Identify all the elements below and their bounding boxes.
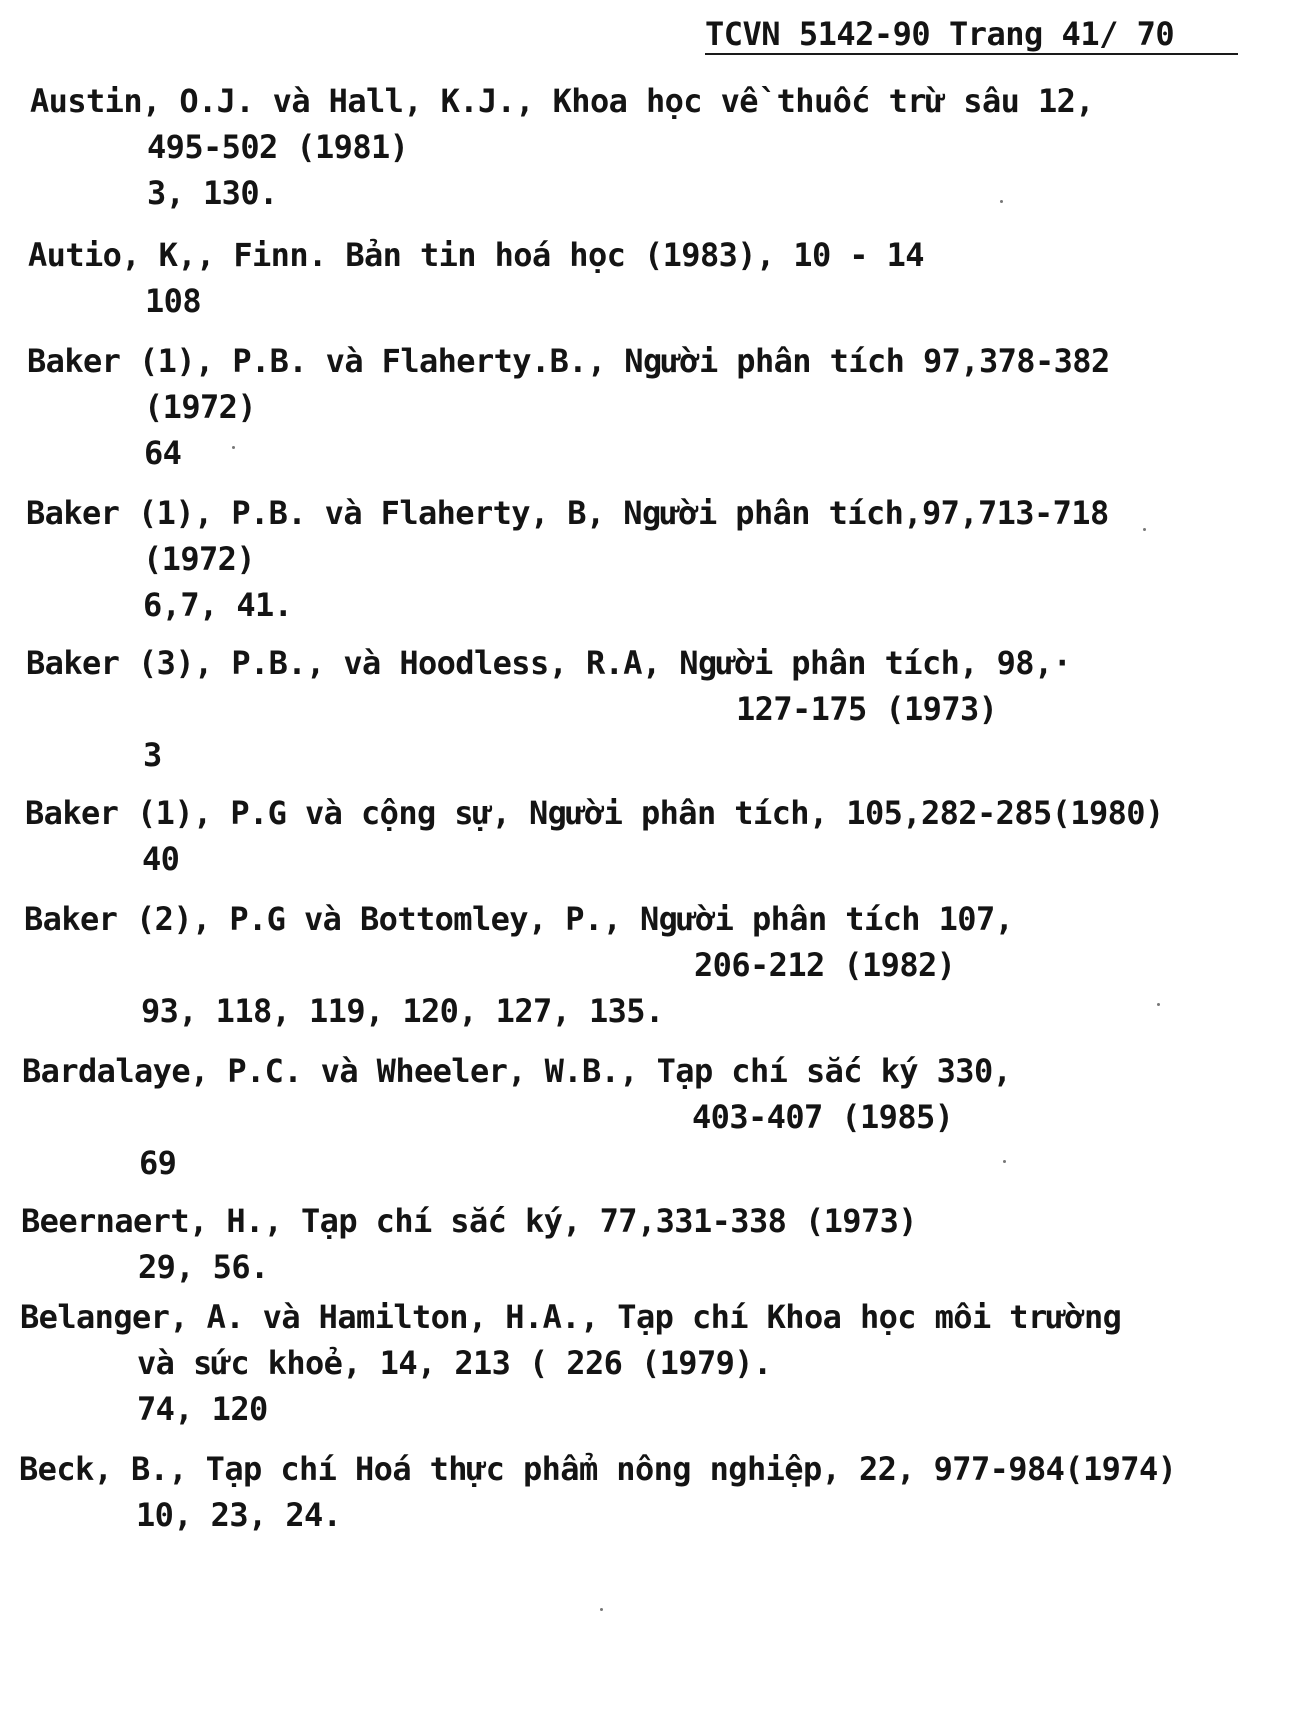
reference-citation: Baker (1), P.B. và Flaherty.B., Người phân tích 97,378-382: [27, 342, 1110, 380]
reference-page-numbers: 3, 130.: [147, 174, 278, 212]
reference-entry: [27, 338, 1110, 476]
reference-entry: [19, 1446, 1176, 1538]
reference-citation: Austin, O.J. và Hall, K.J., Khoa học về thuốc trừ sâu 12,: [30, 82, 1094, 120]
reference-page-numbers: 64: [144, 434, 182, 472]
reference-page-numbers: 40: [142, 840, 180, 878]
scan-speck: [1157, 1003, 1160, 1006]
reference-citation-continued: 403-407 (1985): [692, 1098, 954, 1136]
reference-citation: Autio, K,, Finn. Bản tin hoá học (1983), 10 - 14: [28, 236, 924, 274]
reference-citation-continued: và sức khoẻ, 14, 213 ( 226 (1979).: [137, 1344, 772, 1382]
reference-citation: Belanger, A. và Hamilton, H.A., Tạp chí Khoa học môi trường: [20, 1298, 1122, 1336]
reference-citation: Beck, B., Tạp chí Hoá thực phẩm nông nghiệp, 22, 977-984(1974): [19, 1450, 1177, 1488]
reference-entry: [21, 1198, 917, 1290]
reference-entry: [20, 1294, 1121, 1432]
reference-page-numbers: 108: [145, 282, 201, 320]
reference-citation: Baker (3), P.B., và Hoodless, R.A, Người phân tích, 98,·: [26, 644, 1072, 682]
reference-page-numbers: 3: [143, 736, 162, 774]
reference-entry: [24, 896, 1013, 1034]
reference-citation-continued: 495-502 (1981): [147, 128, 409, 166]
reference-citation-continued: (1972): [143, 540, 255, 578]
header-underline: [705, 53, 1238, 55]
scan-speck: [1143, 528, 1146, 531]
reference-entry: [28, 232, 924, 324]
reference-page-numbers: 6,7, 41.: [143, 586, 293, 624]
scan-speck: [232, 446, 235, 449]
reference-entry: [26, 490, 1109, 628]
reference-citation-continued: (1972): [144, 388, 256, 426]
reference-page-numbers: 29, 56.: [138, 1248, 269, 1286]
scan-speck: [1003, 1160, 1006, 1163]
reference-citation-continued: 206-212 (1982): [694, 946, 956, 984]
reference-page-numbers: 74, 120: [137, 1390, 268, 1428]
reference-citation: Bardalaye, P.C. và Wheeler, W.B., Tạp chí sắc ký 330,: [22, 1052, 1012, 1090]
reference-citation: Baker (1), P.G và cộng sự, Người phân tích, 105,282-285(1980): [25, 794, 1164, 832]
reference-entry: [30, 78, 1094, 216]
reference-page-numbers: 93, 118, 119, 120, 127, 135.: [141, 992, 664, 1030]
reference-entry: [22, 1048, 1011, 1186]
reference-citation: Baker (2), P.G và Bottomley, P., Người phân tích 107,: [24, 900, 1014, 938]
reference-page-numbers: 10, 23, 24.: [136, 1496, 342, 1534]
page-header: TCVN 5142-90 Trang 41/ 70: [705, 15, 1175, 53]
reference-entry: [26, 640, 1071, 778]
reference-page-numbers: 69: [139, 1144, 177, 1182]
reference-citation-continued: 127-175 (1973): [736, 690, 998, 728]
reference-citation: Baker (1), P.B. và Flaherty, B, Người phân tích,97,713-718: [26, 494, 1109, 532]
scan-speck: [600, 1608, 603, 1611]
reference-entry: [25, 790, 1164, 882]
scan-speck: [1000, 200, 1003, 203]
reference-citation: Beernaert, H., Tạp chí sắc ký, 77,331-338 (1973): [21, 1202, 917, 1240]
